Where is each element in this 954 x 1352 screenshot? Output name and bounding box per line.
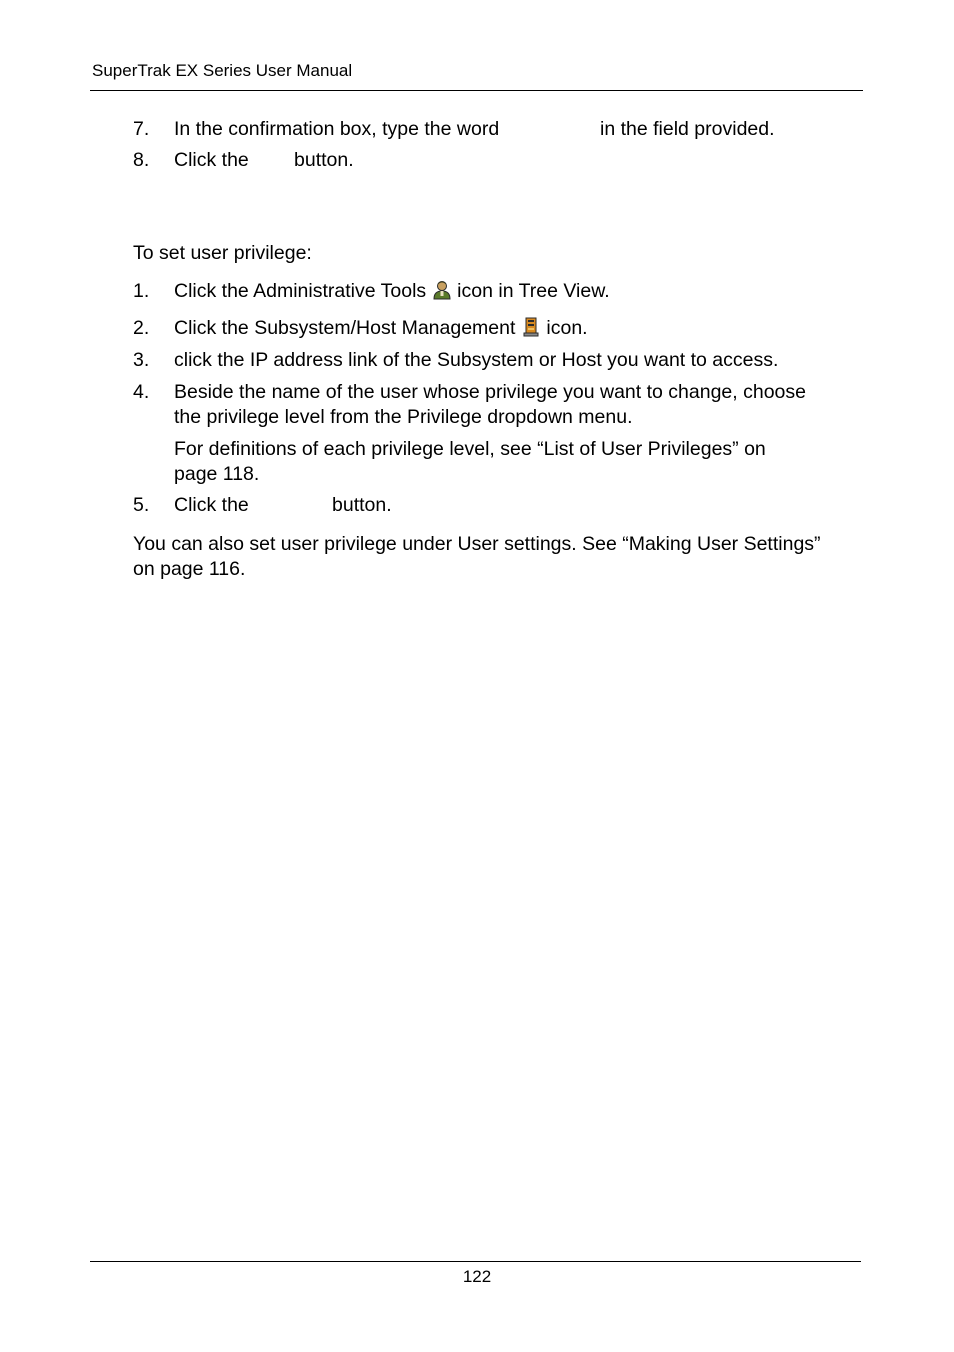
step-text: button. [332,494,392,516]
procedure-intro: To set user privilege: [133,242,312,264]
step-text [174,279,610,306]
step-number: 2. [133,317,150,339]
page-number: 122 [462,1267,492,1286]
footer-divider [90,1261,861,1262]
running-header: SuperTrak EX Series User Manual [92,61,353,80]
step-note: For definitions of each privilege level, see “List of User Privileges” on [174,438,766,460]
step-text: the privilege level from the Privilege dropdown menu. [174,406,633,428]
step-number: 4. [133,381,150,403]
step-text: In the confirmation box, type the word [174,118,500,140]
step-text [174,316,588,343]
closing-paragraph: You can also set user privilege under User settings. See “Making User Settings” [133,533,821,555]
step-number: 1. [133,280,150,302]
subsystem-host-management-icon [522,317,540,343]
step-text-part: icon. [546,317,588,339]
step-note: page 118. [174,463,260,485]
step-text: button. [294,149,354,171]
step-text: click the IP address link of the Subsystem or Host you want to access. [174,349,779,371]
step-text-part: icon in Tree View. [457,280,610,302]
closing-paragraph: on page 116. [133,558,246,580]
step-text: Click the [174,494,249,516]
step-number: 8. [133,149,150,171]
step-number: 3. [133,349,150,371]
step-text: Beside the name of the user whose privilege you want to change, choose [174,381,806,403]
step-text-part: Click the Administrative Tools [174,280,427,302]
step-text: Click the [174,149,249,171]
header-divider [90,90,863,91]
administrative-tools-icon [433,280,451,306]
step-text: in the field provided. [600,118,775,140]
step-number: 5. [133,494,150,516]
step-number: 7. [133,118,150,140]
step-text-part: Click the Subsystem/Host Management [174,317,516,339]
